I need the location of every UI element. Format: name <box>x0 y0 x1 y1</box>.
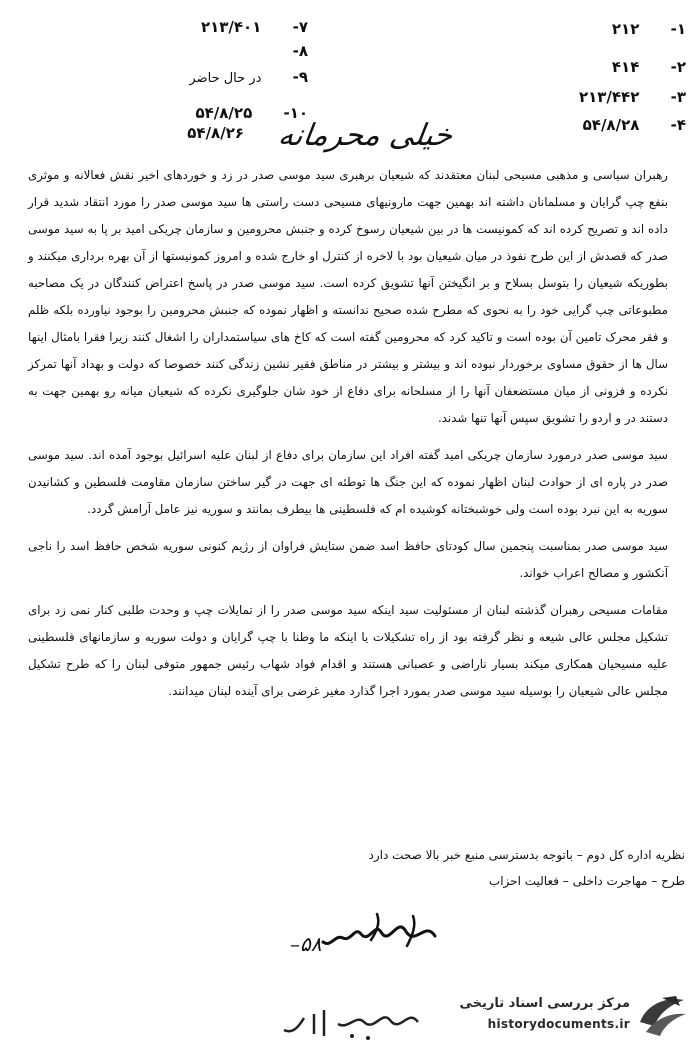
line-value: ۵۴/۸/۲۶ <box>187 124 244 142</box>
watermark-url: historydocuments.ir <box>487 1017 630 1031</box>
line-value: ۲۱۳/۴۴۲ <box>578 88 640 106</box>
line-number: ۴- <box>670 116 686 134</box>
line-number: ۱۰- <box>283 104 308 122</box>
line-number: ۷- <box>292 18 308 36</box>
watermark-text: مرکز بررسی اسناد تاریخی <box>459 996 630 1011</box>
header-left-line-7 <box>201 18 308 36</box>
faded-handwriting <box>268 1000 428 1045</box>
header-right-line-3 <box>579 88 686 106</box>
header-left-line-8 <box>267 42 308 60</box>
line-number: ۸- <box>292 42 308 60</box>
line-number: ۱- <box>670 20 686 38</box>
body-paragraph: رهبران سیاسی و مذهبی مسیحی لبنان معتقدند که شیعیان برهبری سید موسی صدر در زد و خوردهای اخیر نقش فعالانه و موثری بنفع چپ گرایان و مسلمانان داشته اند بهمین جهت مارونیهای مسیحی دست راستی ها سید موسی صدر را مورد انتقاد شدید قرار داده اند و تصریح کرده اند که کمونیست ها در بین شیعیان رسوخ کرده و جنبش محرومین و سازمان چریکی امید بر پا به سید موسی صدر که قصدش از این طرح نفوذ در میان شیعیان بود با لاخره از کنترل او خارج شده و امروز کمونیستها از آن بهره برداری میکنند و بطوریکه شیعیان را بتوسل بسلاح و بر انگیختن آنها تشویق کرده است. سید موسی صدر در پاسخ اعتراض کنندگان در یک مصاحبه مطبوعاتی چپ گرایی خود را به نحوی که مطرح شده صحیح ندانسته و اظهار نموده که جنبش محرومین را بوجود نیاورده بلکه ظلم و فقر محرک تامین آن بوده است و تاکید کرد که محرومین گفته است که کاخ های سیاستمداران را اشغال کنند زیرا فقرا بامثال اینها سال ها از حقوق مساوی برخوردار نبوده اند و بیشتر و بیشتر در مناطق فقیر نشین زندگی کنند خصوصا که دولت و بهداد آنها تمرکز نکرده و فزونی از میان مستضعفان آنها را از مسلحانه برای دفاع از خود شان جلوگیری نکرده که شیعیان میانه رو بهمین جهت به دستند در و اردو را تشویق سپس آنها تنها شدند. <box>28 168 668 425</box>
line-number: ۹- <box>292 68 308 86</box>
line-number: ۳- <box>670 88 686 106</box>
line-value: ۲۱۳/۴۰۱ <box>200 18 262 36</box>
body-paragraph: مقامات مسیحی رهبران گذشته لبنان از مسئولیت سید اینکه سید موسی صدر را از تمایلات چپ و وحدت طلبی کنار نمی زد برای تشکیل مجلس عالی شیعه و نظر گرفته بود از راه تشکیلات یا اینکه ما وطنا با چپ گرایان و دولت سوریه و سازمانهای فلسطینی علیه مسیحیان همکاری میکند بسیار ناراضی و عصبانی هستند و اقدام فواد شهاب رئیس جمهور متوفی لبنان را که طرح تشکیل مجلس عالی شیعیان را بوسیله سید موسی صدر بمورد اجرا گذارد مغیر غرضی برای آینده لبنان میدانند. <box>28 603 668 698</box>
footer-subject-line: طرح – مهاجرت داخلی – فعالیت احزاب <box>488 874 685 888</box>
document-footer <box>300 842 685 894</box>
line-value: در حال حاضر <box>189 71 262 86</box>
header-right-line-2 <box>612 58 686 76</box>
header-right-line-4 <box>583 116 686 134</box>
document-body <box>28 162 668 705</box>
watermark <box>452 988 696 1044</box>
classification-title: خیلی محرمانه <box>276 118 455 153</box>
header-left-line-9 <box>189 68 308 86</box>
line-value: ۵۴/۸/۲۸ <box>582 116 640 134</box>
body-paragraph: سید موسی صدر درمورد سازمان چریکی امید گفته افراد این سازمان برای دفاع از لبنان علیه اسرائیل بوجود آمده اند. سید موسی صدر در پاره ای از حوادث لبنان اظهار نموده که این جنگ ها توطئه ای جهت در گیر ساختن سازمان مقاومت فلسطین و کشانیدن سوریه به این نبرد بوده است ولی خوشبختانه کوشیده ام که فلسطینی ها بیطرف بمانند و سوریه نیز عامل آرامش گردد. <box>28 448 668 516</box>
line-number: ۲- <box>670 58 686 76</box>
header-right-line-1 <box>612 20 686 38</box>
archive-logo-icon <box>636 992 690 1040</box>
line-value: ۵۴/۸/۲۵ <box>195 104 253 122</box>
body-paragraph: سید موسی صدر بمناسبت پنجمین سال کودتای حافظ اسد ضمن ستایش فراوان از رژیم کنونی سوریه شخص حافظ اسد را ناجی آنکشور و مصالح اعراب خواند. <box>28 539 668 580</box>
line-value: ۴۱۴ <box>611 58 640 76</box>
footer-assessment-line: نظریه اداره کل دوم – باتوجه بدسترسی منبع خبر بالا صحت دارد <box>368 848 685 862</box>
signature-date: ۵۸– <box>290 932 322 956</box>
line-value: ۲۱۲ <box>611 20 640 38</box>
